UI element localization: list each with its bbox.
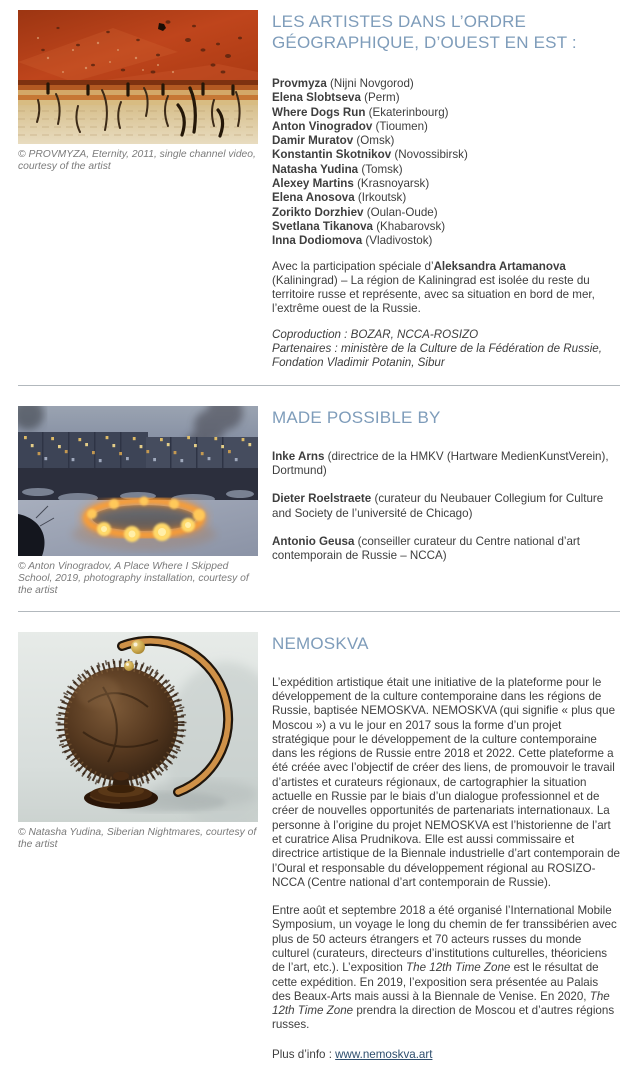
section-divider-1	[18, 385, 620, 386]
section-made-possible	[18, 406, 620, 597]
people-list	[272, 450, 620, 564]
artist-line: Svetlana Tikanova (Khabarovsk)	[272, 219, 446, 233]
person-entry: Inke Arns (directrice de la HMKV (Hartware MedienKunstVerein), Dortmund)	[272, 449, 609, 477]
participation-paragraph: Avec la participation spéciale d’Aleksandra Artamanova (Kaliningrad) – La région de Kaliningrad est isolée du reste du territoire russe et représente, avec sa situation en bord de mer, l’extrême ouest de la Russie.	[272, 259, 595, 316]
made-possible-right-column	[272, 406, 620, 578]
fire-circle-artwork-image	[18, 406, 258, 556]
made-possible-heading: MADE POSSIBLE BY	[272, 407, 441, 427]
partners-line: Partenaires : ministère de la Culture de la Fédération de Russie, Fondation Vladimir Potanin, Sibur	[272, 342, 602, 370]
section-nemoskva	[18, 632, 620, 1074]
artist-line: Alexey Martins (Krasnoyarsk)	[272, 177, 430, 191]
made-possible-left-column	[18, 406, 258, 597]
artist-line: Damir Muratov (Omsk)	[272, 134, 395, 148]
artist-line: Provmyza (Nijni Novgorod)	[272, 77, 414, 90]
nemoskva-heading: NEMOSKVA	[272, 633, 369, 653]
artist-line: Natasha Yudina (Tomsk)	[272, 162, 403, 176]
section-artists	[18, 10, 620, 371]
eternity-artwork-image	[18, 10, 258, 144]
artist-line: Where Dogs Run (Ekaterinbourg)	[272, 105, 449, 119]
artist-list	[272, 77, 620, 249]
artists-heading: LES ARTISTES DANS L’ORDRE GÉOGRAPHIQUE, D’OUEST EN EST :	[272, 12, 577, 52]
person-entry: Dieter Roelstraete (curateur du Neubauer Collegium for Culture and Society de l’université de Chicago)	[272, 492, 604, 520]
fur-globe-artwork-image	[18, 632, 258, 822]
artist-line: Elena Anosova (Irkoutsk)	[272, 191, 407, 205]
fur-globe-caption: © Natasha Yudina, Siberian Nightmares, courtesy of the artist	[18, 826, 257, 850]
coproduction-block	[272, 328, 620, 371]
more-info-label: Plus d’info :	[272, 1047, 336, 1061]
more-info-line	[272, 1048, 620, 1062]
artists-right-column	[272, 10, 620, 371]
nemoskva-left-column	[18, 632, 258, 851]
artists-left-column	[18, 10, 258, 173]
nemoskva-right-column	[272, 632, 620, 1074]
section-divider-2	[18, 611, 620, 612]
artist-line: Anton Vinogradov (Tioumen)	[272, 119, 428, 133]
fire-circle-caption: © Anton Vinogradov, A Place Where I Skipped School, 2019, photography installation, courtesy of the artist	[18, 560, 249, 596]
coproduction-line: Coproduction : BOZAR, NCCA-ROSIZO	[272, 327, 479, 341]
artist-line: Inna Dodiomova (Vladivostok)	[272, 234, 433, 248]
person-entry: Antonio Geusa (conseiller curateur du Centre national d’art contemporain de Russie – NCCA)	[272, 534, 581, 563]
nemoskva-paragraph-2: Entre août et septembre 2018 a été organisé l’International Mobile Symposium, un voyage le long du chemin de fer transsibérien avec plus de 50 acteurs étrangers et 70 acteurs russes du monde culturel (curateurs, directeurs d’institutions culturelles, théoriciens de l’art, etc.). L’exposition The 12th Time Zone est le résultat de cette expédition. En 2019, l’exposition sera présentée au Palais des Beaux-Arts mais aussi à la Biennale de Venise. En 2020, The 12th Time Zone prendra la direction de Moscou et d’autres régions russes.	[272, 904, 617, 1032]
artist-line: Zorikto Dorzhiev (Oulan-Oude)	[272, 205, 438, 219]
artist-line: Elena Slobtseva (Perm)	[272, 91, 400, 105]
nemoskva-paragraph-1: L’expédition artistique était une initiative de la plateforme pour le développement de la culture contemporaine dans les régions de Russie, baptisée NEMOSKVA. NEMOSKVA (qui signifie « plus que Moscou ») a vu le jour en 2017 sous la forme d’un projet stratégique pour le développement de la culture contemporaine dans les régions de Russie entre 2018 et 2022. Cette plateforme a été créée avec l’objectif de créer des liens, de promouvoir le travail d’artistes et curateurs régionaux, de cartographier la situation actuelle en Russie par le biais d’un dialogue professionnel et de créer de nouvelles opportunités de partenariats internationaux. La personne à l’origine du projet NEMOSKVA est l’historienne de l’art et curatrice Alisa Prudnikova. Elle est aussi commissaire et directrice artistique de la Biennale industrielle d’art contemporain de l’Oural et responsable du développement régional au ROSIZO-NCCA (Centre national d’art contemporain de Russie).	[272, 675, 621, 889]
eternity-caption: © PROVMYZA, Eternity, 2011, single channel video, courtesy of the artist	[18, 149, 256, 172]
artist-line: Konstantin Skotnikov (Novossibirsk)	[272, 148, 468, 162]
nemoskva-link[interactable]: www.nemoskva.art	[335, 1047, 433, 1061]
